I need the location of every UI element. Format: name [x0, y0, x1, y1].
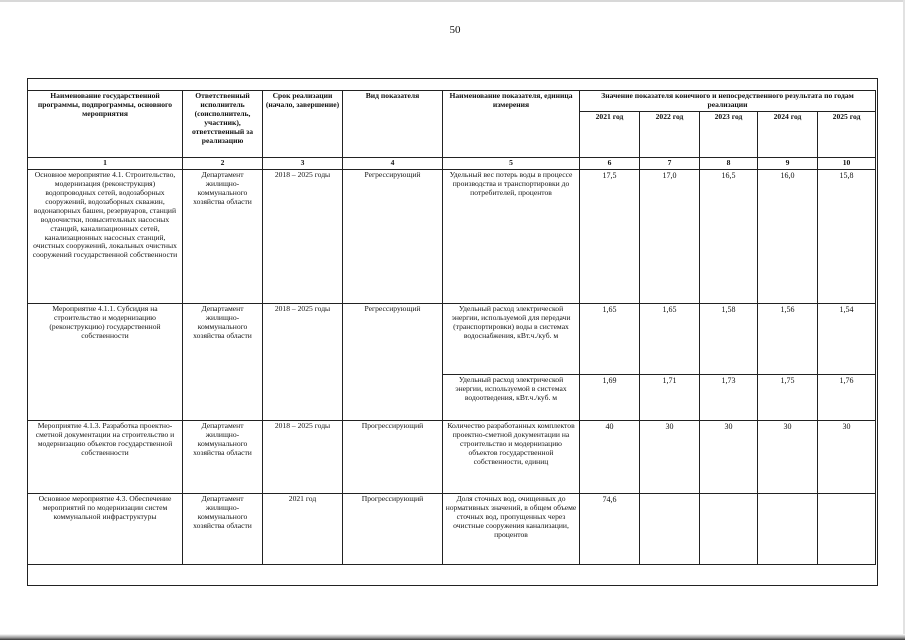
- value-cell: 17,0: [640, 169, 700, 303]
- program-name-cell: Мероприятие 4.1.1. Субсидия на строительство и модернизацию (реконструкцию) государственной собственности: [28, 303, 183, 420]
- indicator-name-cell: Количество разработанных комплектов проектно-сметной документации на строительство и модернизацию объектов государственной собственности, единиц: [443, 420, 580, 493]
- header-indicator-type: Вид показателя: [343, 91, 443, 158]
- column-number: 4: [343, 157, 443, 169]
- indicator-name-cell: Удельный вес потерь воды в процессе производства и транспортировки до потребителей, процентов: [443, 169, 580, 303]
- scan-edge-top: [0, 0, 905, 2]
- column-number: 9: [758, 157, 818, 169]
- value-cell: 1,65: [580, 303, 640, 374]
- column-number: 8: [700, 157, 758, 169]
- value-cell: [700, 493, 758, 564]
- indicator-type-cell: Регрессирующий: [343, 169, 443, 303]
- header-values-group: Значение показателя конечного и непосредственного результата по годам реализации: [580, 91, 876, 112]
- value-cell: 1,69: [580, 374, 640, 420]
- executor-cell: Департамент жилищно-коммунального хозяйства области: [183, 169, 263, 303]
- header-period: Срок реализации (начало, завершение): [263, 91, 343, 158]
- column-number: 5: [443, 157, 580, 169]
- value-cell: 40: [580, 420, 640, 493]
- value-cell: 1,75: [758, 374, 818, 420]
- value-cell: [758, 493, 818, 564]
- value-cell: 1,58: [700, 303, 758, 374]
- header-year: 2024 год: [758, 111, 818, 157]
- program-name-cell: Основное мероприятие 4.3. Обеспечение мероприятий по модернизации систем коммунальной инфраструктуры: [28, 493, 183, 564]
- header-year: 2022 год: [640, 111, 700, 157]
- executor-cell: Департамент жилищно-коммунального хозяйства области: [183, 303, 263, 420]
- indicator-table: [27, 90, 876, 565]
- column-number: 1: [28, 157, 183, 169]
- column-number: 10: [818, 157, 876, 169]
- value-cell: 30: [640, 420, 700, 493]
- value-cell: 1,56: [758, 303, 818, 374]
- column-number: 6: [580, 157, 640, 169]
- value-cell: 1,73: [700, 374, 758, 420]
- period-cell: 2018 – 2025 годы: [263, 169, 343, 303]
- indicator-type-cell: Регрессирующий: [343, 303, 443, 420]
- header-executor: Ответственный исполнитель (соисполнитель, участник), ответственный за реализацию: [183, 91, 263, 158]
- table-row: [28, 303, 876, 374]
- header-row-main: [28, 91, 876, 112]
- table-row: [28, 169, 876, 303]
- indicator-type-cell: Прогрессирующий: [343, 420, 443, 493]
- header-year: 2021 год: [580, 111, 640, 157]
- value-cell: 1,76: [818, 374, 876, 420]
- page-number: 50: [449, 24, 461, 36]
- value-cell: 16,5: [700, 169, 758, 303]
- value-cell: 16,0: [758, 169, 818, 303]
- column-number: 7: [640, 157, 700, 169]
- value-cell: 30: [818, 420, 876, 493]
- indicator-name-cell: Удельный расход электрической энергии, используемой в системах водоотведения, кВт.ч./куб. м: [443, 374, 580, 420]
- value-cell: 1,71: [640, 374, 700, 420]
- header-year: 2023 год: [700, 111, 758, 157]
- value-cell: 74,6: [580, 493, 640, 564]
- value-cell: 1,65: [640, 303, 700, 374]
- column-number: 2: [183, 157, 263, 169]
- period-cell: 2018 – 2025 годы: [263, 420, 343, 493]
- period-cell: 2018 – 2025 годы: [263, 303, 343, 420]
- value-cell: 15,8: [818, 169, 876, 303]
- value-cell: 1,54: [818, 303, 876, 374]
- program-name-cell: Мероприятие 4.1.3. Разработка проектно-сметной документации на строительство и модернизацию объектов государственной собственности: [28, 420, 183, 493]
- value-cell: 30: [758, 420, 818, 493]
- indicator-name-cell: Удельный расход электрической энергии, используемой для передачи (транспортировки) воды в системах водоснабжения, кВт.ч./куб. м: [443, 303, 580, 374]
- executor-cell: Департамент жилищно-коммунального хозяйства области: [183, 420, 263, 493]
- column-number: 3: [263, 157, 343, 169]
- scan-edge-bottom: [0, 634, 905, 640]
- indicator-name-cell: Доля сточных вод, очищенных до нормативных значений, в общем объеме сточных вод, пропущенных через очистные сооружения канализации, процентов: [443, 493, 580, 564]
- value-cell: [818, 493, 876, 564]
- value-cell: 17,5: [580, 169, 640, 303]
- program-name-cell: Основное мероприятие 4.1. Строительство, модернизация (реконструкция) водопроводных сетей, водозаборных сооружений, водозаборных скважин, водонапорных башен, резервуаров, станций водоочистки, повысительных насосных станций, канализационных сетей, канализационных насосных станций, очистных сооружений, локальных очистных сооружений государственной собственности: [28, 169, 183, 303]
- period-cell: 2021 год: [263, 493, 343, 564]
- value-cell: 30: [700, 420, 758, 493]
- indicator-type-cell: Прогрессирующий: [343, 493, 443, 564]
- header-name: Наименование государственной программы, подпрограммы, основного мероприятия: [28, 91, 183, 158]
- table-row: [28, 420, 876, 493]
- header-year: 2025 год: [818, 111, 876, 157]
- column-number-row: [28, 157, 876, 169]
- value-cell: [640, 493, 700, 564]
- table-row: [28, 493, 876, 564]
- executor-cell: Департамент жилищно-коммунального хозяйства области: [183, 493, 263, 564]
- header-indicator-name: Наименование показателя, единица измерения: [443, 91, 580, 158]
